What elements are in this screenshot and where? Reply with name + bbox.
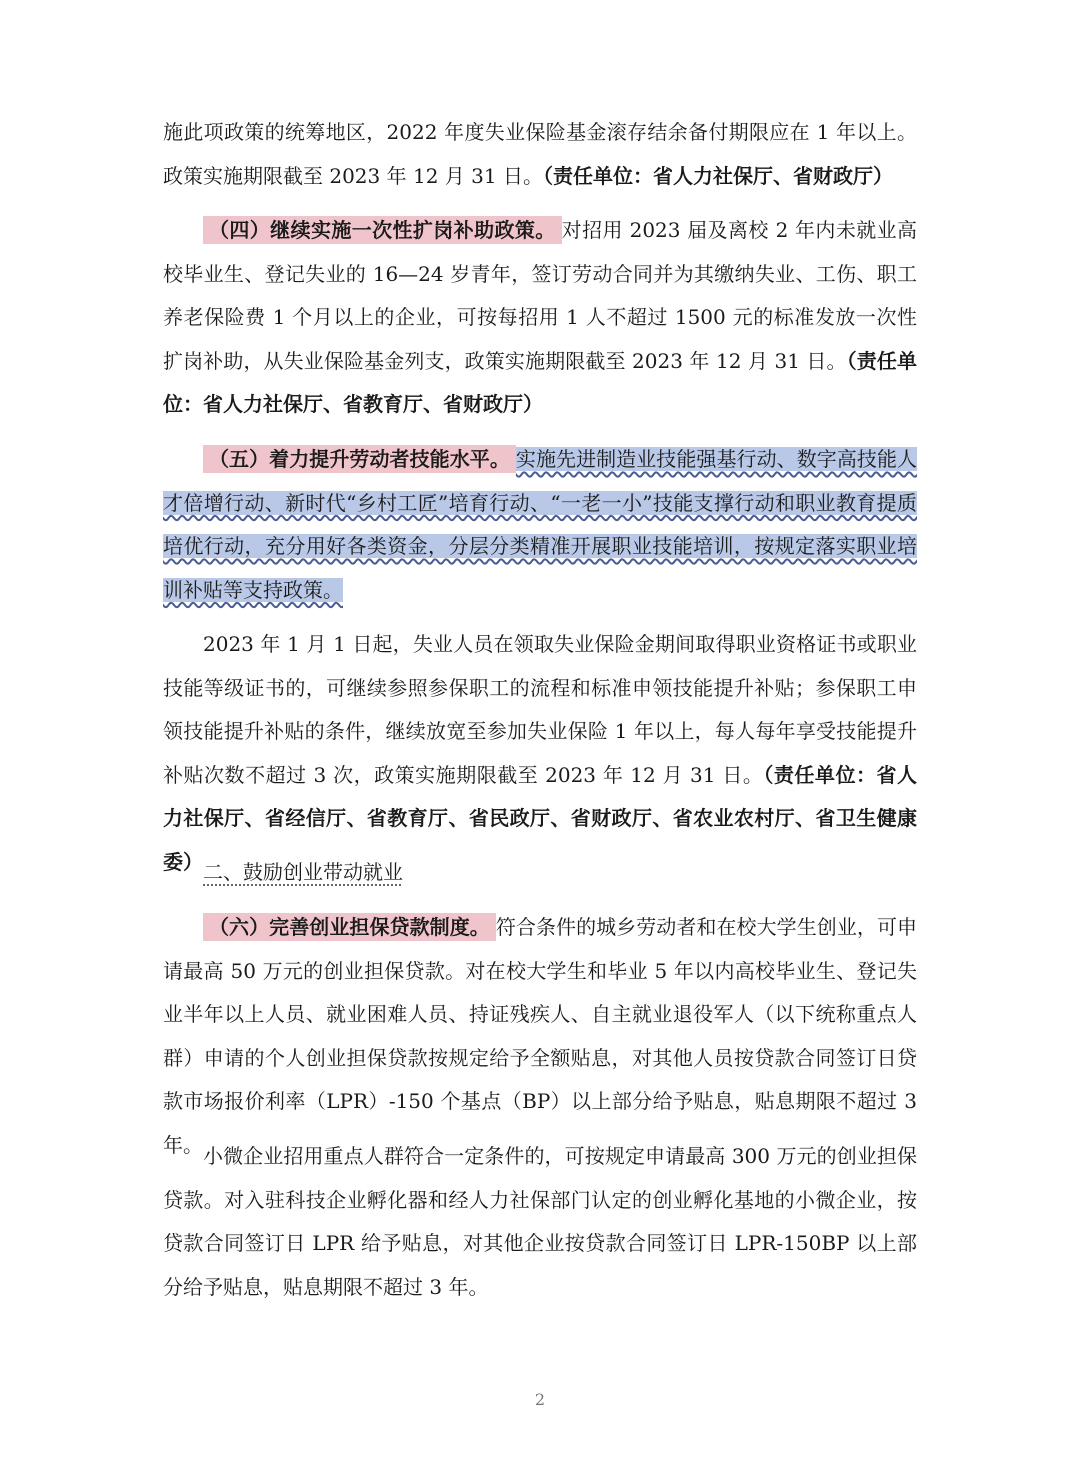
highlighted-heading[interactable]: （五）着力提升劳动者技能水平。 (203, 445, 516, 473)
paragraph-text: 符合条件的城乡劳动者和在校大学生创业，可申请最高 50 万元的创业担保贷款。对在校大学生和毕业 5 年以内高校毕业生、登记失业半年以上人员、就业困难人员、持证残疾人、自主就业退役军人（以下统称重点人群）申请的个人创业担保贷款按规定给予全额贴息，对其他人员按贷款合同签订日贷款市场报价利率（LPR）-150 个基点（BP）以上部分给予贴息，贴息期限不超过 3 年。 (163, 915, 918, 1157)
selected-text[interactable]: 实施先进制造业技能强基行动、数字高技能人才倍增行动、新时代“乡村工匠”培育行动、“一老一小”技能支撑行动和职业教育提质培优行动，充分用好各类资金，分层分类精准开展职业技能培训，按规定落实职业培训补贴等支持政策。 (163, 447, 918, 602)
paragraph-1 (163, 111, 917, 198)
highlighted-heading[interactable]: （六）完善创业担保贷款制度。 (203, 913, 496, 941)
paragraph-text: 小微企业招用重点人群符合一定条件的，可按规定申请最高 300 万元的创业担保贷款。对入驻科技企业孵化器和经人力社保部门认定的创业孵化基地的小微企业，按贷款合同签订日 LPR 给予贴息，对其他企业按贷款合同签订日 LPR-150BP 以上部分给予贴息，贴息期限不超过 3 年。 (163, 1144, 917, 1299)
paragraph-text: 2023 年 1 月 1 日起，失业人员在领取失业保险金期间取得职业资格证书或职业技能等级证书的，可继续参照参保职工的流程和标准申领技能提升补贴；参保职工申领技能提升补贴的条件，继续放宽至参加失业保险 1 年以上，每人每年享受技能提升补贴次数不超过 3 次，政策实施期限截至 2023 年 12 月 31 日。 (163, 632, 917, 787)
section-title: 二、鼓励创业带动就业 (203, 860, 403, 884)
responsibility-note: （责任单位：省人力社保厅、省经信厅、省教育厅、省民政厅、省财政厅、省农业农村厅、省卫生健康委） (163, 762, 917, 874)
responsibility-note: （责任单位：省人力社保厅、省财政厅） (542, 163, 893, 188)
paragraph-2 (163, 209, 917, 427)
paragraph-3 (163, 438, 917, 612)
highlighted-heading[interactable]: （四）继续实施一次性扩岗补助政策。 (203, 216, 562, 244)
paragraph-text: 施此项政策的统筹地区，2022 年度失业保险基金滚存结余备付期限应在 1 年以上。政策实施期限截至 2023 年 12 月 31 日。 (163, 120, 917, 188)
page-number: 2 (534, 1390, 546, 1409)
paragraph-5 (163, 906, 917, 1167)
section-heading (163, 851, 917, 895)
responsibility-note: （责任单位：省人力社保厅、省教育厅、省财政厅） (163, 348, 917, 416)
paragraph-4 (163, 623, 917, 884)
paragraph-text: 对招用 2023 届及离校 2 年内未就业高校毕业生、登记失业的 16—24 岁青年，签订劳动合同并为其缴纳失业、工伤、职工养老保险费 1 个月以上的企业，可按每招用 1 人不超过 1500 元的标准发放一次性扩岗补助，从失业保险基金列支，政策实施期限截至 2023 年 12 月 31 日。 (163, 218, 917, 373)
paragraph-6 (163, 1135, 917, 1309)
